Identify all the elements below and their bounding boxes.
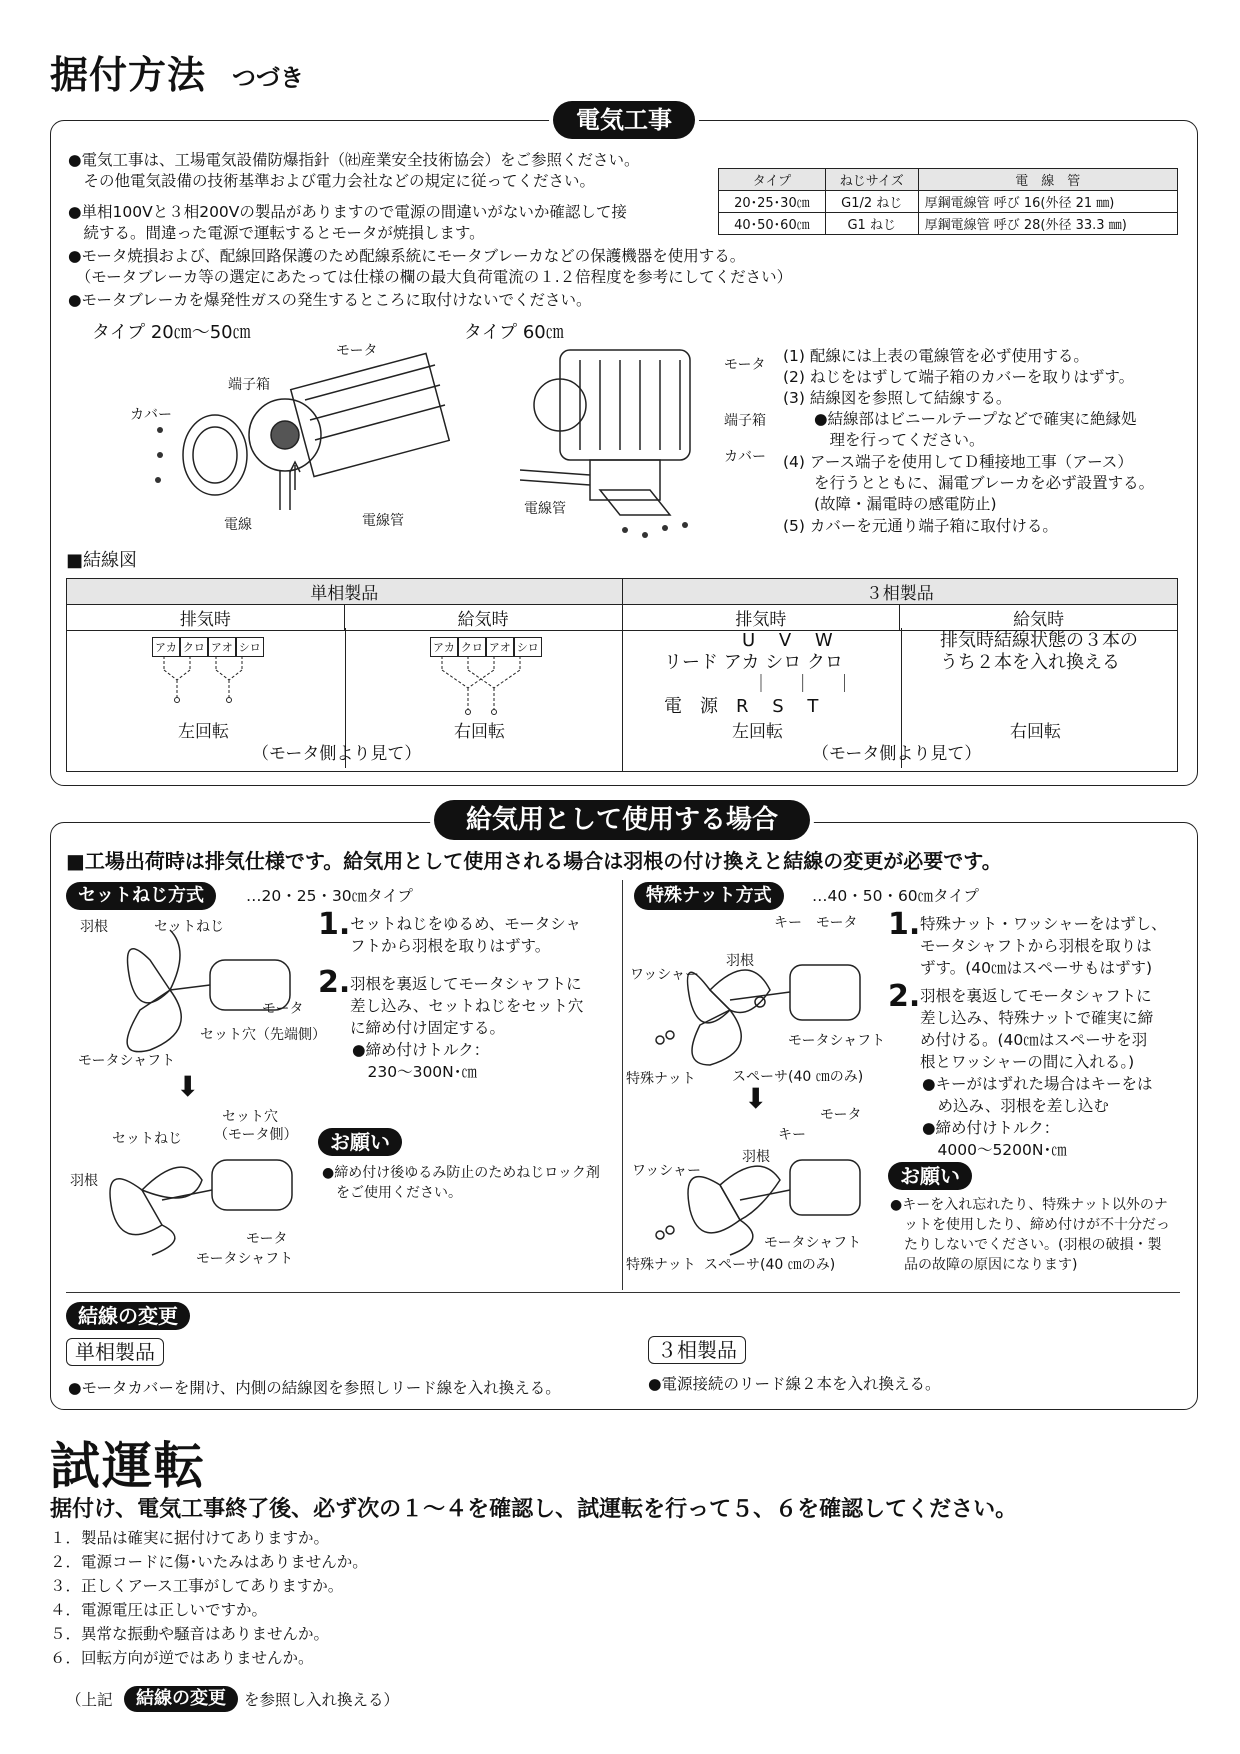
step-number: 1.	[318, 907, 351, 942]
fig-label: 羽根	[726, 953, 754, 969]
section-divider	[66, 1292, 1180, 1293]
checklist-item: ６．回転方向が逆ではありませんか。	[50, 1649, 314, 1667]
fig-label: スペーサ(40 ㎝のみ)	[732, 1069, 864, 1085]
fig-label: 端子箱	[228, 377, 270, 393]
fig-label: （モータ側）	[214, 1127, 298, 1143]
motor-60cm-illustration	[520, 330, 720, 560]
wire-block-supply	[430, 637, 542, 657]
three-supply-note: 排気時結線状態の３本の	[940, 630, 1138, 651]
step-line: (故障・漏電時の感電防止)	[783, 495, 997, 513]
note-line: ●単相100Vと３相200Vの製品がありますので電源の間違いがないか確認して接	[68, 203, 627, 221]
wiring-diagram-title: ■結線図	[66, 550, 138, 571]
wire-color: アオ	[208, 637, 236, 657]
nut-step1: 特殊ナット・ワッシャーをはずし、	[920, 915, 1167, 933]
fan-blade-setscrew-removal-illustration	[110, 920, 310, 1070]
step-line: を行うとともに、漏電ブレーカを必ず設置する。	[783, 474, 1155, 492]
fig-label: モータ	[820, 1107, 862, 1123]
fig-label: モータシャフト	[196, 1251, 294, 1267]
fig-label: モータ	[246, 1231, 288, 1247]
checklist-item: １．製品は確実に据付けてありますか。	[50, 1529, 330, 1547]
fig-label: セット穴（先端側）	[200, 1027, 326, 1043]
wiring-exhaust-single-diagram	[152, 656, 262, 704]
nut-request-label: お願い	[888, 1162, 972, 1190]
reference-badge: 結線の変更	[124, 1686, 238, 1712]
note-line: ●電気工事は、工場電気設備防爆指針（㈳産業安全技術協会）をご参照ください。	[68, 151, 640, 169]
fig-label: 電線	[224, 517, 252, 533]
nut-step2: ●締め付けトルク：	[922, 1119, 1060, 1137]
step-line: 理を行ってください。	[783, 431, 985, 449]
spec-header: タイプ	[719, 169, 826, 191]
spec-cell: G1 ねじ	[825, 213, 918, 235]
wiring-subheader: 給気時	[900, 605, 1178, 631]
fig-label: モータ	[336, 343, 378, 359]
wire-color: シロ	[236, 637, 264, 657]
three-phase-line: U V W	[742, 630, 833, 651]
wire-color: クロ	[180, 637, 208, 657]
step-line: (4) アース端子を使用してＤ種接地工事（アース）	[783, 453, 1133, 471]
checklist-item: ２．電源コードに傷･いたみはありませんか。	[50, 1553, 368, 1571]
fig-left-caption: タイプ 20㎝〜50㎝	[92, 322, 251, 343]
step-line: (1) 配線には上表の電線管を必ず使用する。	[783, 347, 1089, 365]
checklist-item: ４．電源電圧は正しいですか。	[50, 1601, 268, 1619]
spec-cell: 厚鋼電線管 呼び 28(外径 33.3 ㎜)	[918, 213, 1177, 235]
reference-note-post: を参照し入れ換える）	[244, 1691, 400, 1709]
wire-color: アオ	[486, 637, 514, 657]
nut-step2: 4000〜5200N･㎝	[922, 1141, 1067, 1159]
step-number: 2.	[888, 979, 921, 1014]
page-title-cont: つづき	[232, 64, 304, 92]
wiring-supply-single-diagram	[430, 656, 540, 718]
wire-color: アカ	[430, 637, 458, 657]
note-line: 続する。間違った電源で運転するとモータが焼損します。	[68, 224, 485, 242]
page-title: 据付方法	[50, 53, 207, 97]
fig-label: 電線管	[362, 513, 404, 529]
setscrew-step1: セットねじをゆるめ、モータシャ	[350, 915, 581, 933]
fig-label: 端子箱	[724, 413, 766, 429]
wiring-single-header: 単相製品	[67, 579, 623, 605]
setscrew-step1: フトから羽根を取りはずす。	[350, 937, 551, 955]
note-line: ●モータブレーカを爆発性ガスの発生するところに取付けないでください。	[68, 291, 592, 309]
spec-header: 電 線 管	[918, 169, 1177, 191]
motor-terminal-box-illustration	[130, 340, 450, 540]
fig-label: セットねじ	[112, 1131, 182, 1147]
fig-label: カバー	[724, 449, 766, 465]
fig-label: モータ	[724, 357, 766, 373]
fig-label: キー	[778, 1127, 806, 1143]
setscrew-method-label: セットねじ方式	[66, 882, 216, 910]
fig-label: モータシャフト	[764, 1235, 862, 1251]
wiring-three-header: ３相製品	[622, 579, 1178, 605]
checklist-item: ５．異常な振動や騒音はありませんか。	[50, 1625, 330, 1643]
spec-cell: 40･50･60㎝	[719, 213, 826, 235]
three-phase-line: 電 源 R S T	[664, 696, 819, 717]
single-phase-instruction: ●モータカバーを開け、内側の結線図を参照しリード線を入れ換える。	[68, 1379, 561, 1397]
nut-step1: モータシャフトから羽根を取りは	[920, 937, 1152, 955]
nut-step2: 羽根を裏返してモータシャフトに	[920, 987, 1152, 1005]
nut-types: …40・50・60㎝タイプ	[812, 887, 979, 905]
note-line: ●モータ焼損および、配線回路保護のため配線系統にモータブレーカなどの保護機器を使用する。	[68, 247, 746, 265]
step-line: (2) ねじをはずして端子箱のカバーを取りはずす。	[783, 368, 1135, 386]
nut-step2: 差し込み、特殊ナットで確実に締	[920, 1009, 1154, 1027]
fig-label: ワッシャー	[630, 967, 700, 983]
view-note: （モータ側より見て）	[812, 744, 982, 764]
rotation-right: 右回転	[454, 722, 505, 742]
wire-color: クロ	[458, 637, 486, 657]
wire-block-exhaust	[152, 637, 264, 657]
rotation-left: 左回転	[732, 722, 783, 742]
nut-request: ットを使用したり、締め付けが不十分だっ	[890, 1217, 1170, 1233]
fig-label: モータ	[816, 915, 858, 931]
setscrew-types: …20・25・30㎝タイプ	[246, 887, 413, 905]
setscrew-step2: 羽根を裏返してモータシャフトに	[350, 975, 582, 993]
wiring-subheader: 排気時	[622, 605, 900, 631]
fig-label: モータ	[262, 1001, 304, 1017]
wiring-subheader: 排気時	[67, 605, 345, 631]
fig-label: キー	[774, 915, 802, 931]
three-phase-line: リード アカ シロ クロ	[664, 652, 843, 673]
fig-label: モータシャフト	[788, 1033, 886, 1049]
nut-step2: め付ける。(40㎝はスペーサを羽	[920, 1031, 1148, 1049]
method-divider	[622, 880, 623, 1290]
nut-request: 品の故障の原因になります)	[890, 1257, 1078, 1273]
setscrew-step2: ●締め付けトルク：	[352, 1041, 490, 1059]
single-phase-label: 単相製品	[66, 1338, 164, 1366]
fig-label: モータシャフト	[78, 1053, 176, 1069]
wire-color: シロ	[514, 637, 542, 657]
three-phase-instruction: ●電源接続のリード線２本を入れ換える。	[648, 1375, 941, 1393]
test-run-lead: 据付け、電気工事終了後、必ず次の１〜４を確認し、試運転を行って５、６を確認してください。	[50, 1497, 1018, 1522]
fig-label: スペーサ(40 ㎝のみ)	[704, 1257, 836, 1273]
three-supply-note: うち２本を入れ換える	[940, 652, 1120, 673]
step-line: (3) 結線図を参照して結線する。	[783, 389, 1012, 407]
spec-header: ねじサイズ	[825, 169, 918, 191]
down-arrow-icon: ⬇	[744, 1082, 768, 1115]
nut-request: たりしないでください。(羽根の破損・製	[890, 1237, 1162, 1253]
three-phase-label: ３相製品	[648, 1336, 746, 1364]
fig-label: 羽根	[742, 1149, 770, 1165]
fig-label: 特殊ナット	[626, 1257, 696, 1273]
wire-color: アカ	[152, 637, 180, 657]
nut-step1: ずす。(40㎝はスペーサもはずす)	[920, 959, 1153, 977]
setscrew-request: ●締め付け後ゆるみ防止のためねじロック剤	[322, 1165, 600, 1181]
electric-heading: 電気工事	[553, 101, 695, 139]
step-number: 2.	[318, 965, 351, 1000]
wiring-change-label: 結線の変更	[66, 1302, 190, 1330]
fig-label: セット穴	[222, 1109, 278, 1125]
test-run-title: 試運転	[50, 1437, 206, 1495]
setscrew-step2: に締め付け固定する。	[350, 1019, 506, 1037]
supply-use-heading: 給気用として使用する場合	[434, 800, 810, 840]
nut-request: ●キーを入れ忘れたり、特殊ナット以外のナ	[890, 1197, 1168, 1213]
wiring-subheader: 給気時	[344, 605, 622, 631]
rotation-left: 左回転	[178, 722, 229, 742]
fig-label: カバー	[130, 407, 172, 423]
three-phase-line: ｜ ｜ ｜	[752, 674, 854, 695]
reference-note-pre: （上記	[66, 1691, 113, 1709]
fig-right-caption: タイプ 60㎝	[464, 322, 564, 343]
step-line: (5) カバーを元通り端子箱に取付ける。	[783, 517, 1058, 535]
note-line: （モータブレーカ等の選定にあたっては仕様の欄の最大負荷電流の１.２倍程度を参考にしてください）	[68, 268, 793, 286]
fig-label: ワッシャー	[632, 1163, 702, 1179]
setscrew-step2: 230〜300N･㎝	[352, 1063, 478, 1081]
setscrew-step2: 差し込み、セットねじをセット穴	[350, 997, 584, 1015]
nut-method-label: 特殊ナット方式	[634, 882, 784, 910]
fig-label: 羽根	[70, 1173, 98, 1189]
down-arrow-icon: ⬇	[176, 1070, 200, 1103]
fig-label: 電線管	[524, 501, 566, 517]
setscrew-request: をご使用ください。	[322, 1185, 462, 1201]
nut-step2: ●キーがはずれた場合はキーをは	[922, 1075, 1153, 1093]
nut-step2: め込み、羽根を差し込む	[922, 1097, 1109, 1115]
step-line: ●結線部はビニールテープなどで確実に絶縁処	[783, 410, 1137, 428]
supply-use-intro: ■工場出荷時は排気仕様です。給気用として使用される場合は羽根の付け換えと結線の変更が必要です。	[66, 849, 1002, 873]
rotation-right: 右回転	[1010, 722, 1061, 742]
conduit-spec-table	[718, 168, 1178, 235]
spec-cell: 20･25･30㎝	[719, 191, 826, 213]
step-number: 1.	[888, 907, 921, 942]
fig-label: 特殊ナット	[626, 1071, 696, 1087]
fig-label: 羽根	[80, 919, 108, 935]
spec-cell: 厚鋼電線管 呼び 16(外径 21 ㎜)	[918, 191, 1177, 213]
view-note: （モータ側より見て）	[252, 744, 422, 764]
setscrew-request-label: お願い	[318, 1128, 402, 1156]
note-line: その他電気設備の技術基準および電力会社などの規定に従ってください。	[68, 172, 596, 190]
fig-label: セットねじ	[154, 919, 224, 935]
checklist-item: ３．正しくアース工事がしてありますか。	[50, 1577, 344, 1595]
spec-cell: G1/2 ねじ	[825, 191, 918, 213]
nut-step2: 根とワッシャーの間に入れる。)	[920, 1053, 1135, 1071]
